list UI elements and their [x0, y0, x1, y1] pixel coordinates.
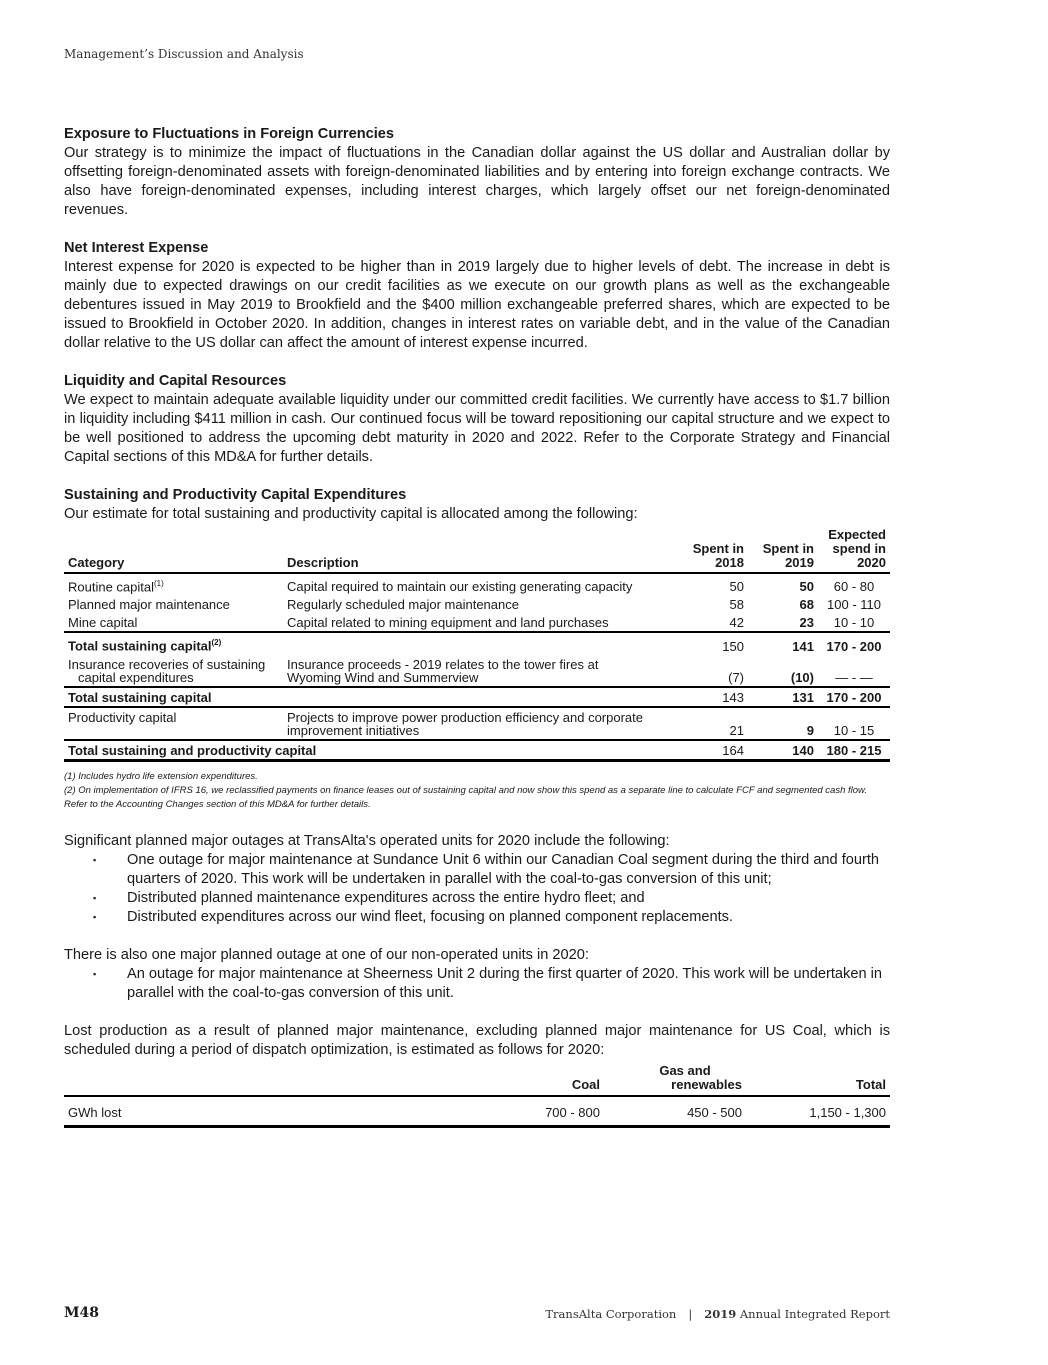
cell-expected-2020 [818, 595, 890, 613]
cell-spent-2019: 23 [799, 615, 814, 631]
range-high: 10 [859, 615, 875, 631]
list-item: ▪ An outage for major maintenance at Sheerness Unit 2 during the first quarter of 2020. This work will be undertaken in parallel with the coal-to-gas conversion of this unit. [127, 965, 890, 1003]
table-header-row [64, 1064, 890, 1096]
section-body: Interest expense for 2020 is expected to be higher than in 2019 largely due to higher levels of debt. The increase in debt is mainly due to expected drawings on our credit facilities as we execute on our growth plans as well as the exchangeable debentures issued in May 2019 to Brookfield and the $400 million exchangeable preferred shares, which are expected to be issued to Brookfield in October 2020. In addition, changes in interest rates on variable debt, and in the value of the Canadian dollar relative to the US dollar can affect the amount of interest expense incurred. [64, 259, 890, 351]
table-row-total-sustaining-capital-net [64, 687, 890, 707]
description-line: improvement initiatives [287, 722, 420, 738]
cell-expected-2020 [818, 707, 890, 740]
col-header-total: Total [855, 1076, 886, 1092]
table-header-row [64, 528, 890, 573]
section-body: Our strategy is to minimize the impact of fluctuations in the Canadian dollar against the US dollar and Australian dollar by offsetting foreign-denominated assets with foreign-denominated liabilities and by entering into foreign exchange contracts. We also have foreign-denominated expenses, including interest charges, which largely offset our net foreign-denominated revenues. [64, 145, 890, 218]
range-sep: - [851, 579, 857, 595]
range-high: 110 [860, 597, 882, 613]
section-capital-expenditures [64, 486, 890, 524]
outages-list [127, 851, 890, 927]
cell-description: Capital related to mining equipment and land purchases [287, 615, 609, 631]
section-body: Our estimate for total sustaining and productivity capital is allocated among the following: [64, 506, 638, 522]
outages-intro: Significant planned major outages at TransAlta's operated units for 2020 include the following: [64, 832, 670, 849]
list-item: ▪ Distributed planned maintenance expenditures across the entire hydro fleet; and [127, 889, 890, 908]
cell-spent-2019: 141 [792, 638, 814, 654]
outages-intro: There is also one major planned outage at one of our non-operated units in 2020: [64, 946, 589, 963]
col-header-spent-2019 [748, 528, 818, 573]
cell-category [64, 655, 283, 687]
cell-spent-2018: (7) [728, 669, 744, 685]
cell-expected-2020 [818, 573, 890, 595]
cell-spent-2018: 21 [729, 722, 744, 738]
cell-spent-2018: 150 [722, 638, 744, 654]
section-foreign-currencies [64, 125, 890, 220]
col-header-blank [64, 1064, 464, 1096]
header-line: spend in [832, 541, 886, 556]
section-heading: Exposure to Fluctuations in Foreign Currencies [64, 126, 395, 142]
category-text: Total sustaining capital [68, 638, 212, 654]
page-content [64, 125, 890, 1128]
cell-description: Capital required to maintain our existing generating capacity [287, 579, 633, 595]
cell-category: Planned major maintenance [68, 597, 230, 613]
col-header-spent-2018 [683, 528, 748, 573]
cell-category [64, 573, 283, 595]
cell-spent-2018: 42 [729, 615, 744, 631]
footer-separator: | [688, 1307, 693, 1321]
section-non-operated-outages [64, 946, 890, 1003]
cell-description [283, 655, 683, 687]
footnote-ref: (2) [211, 638, 222, 648]
category-line: capital expenditures [78, 669, 194, 685]
lost-production-table [64, 1064, 890, 1128]
header-line: 2019 [785, 555, 814, 570]
table-row-productivity-capital [64, 707, 890, 740]
header-line: Spent in [762, 541, 814, 556]
range-sep: - [851, 615, 857, 631]
cell-description [283, 632, 683, 654]
cell-spent-2019: 68 [799, 597, 814, 613]
range-low: — [835, 669, 849, 685]
section-net-interest-expense [64, 239, 890, 353]
col-header-category: Category [68, 555, 125, 570]
list-item: ▪ One outage for major maintenance at Sundance Unit 6 within our Canadian Coal segment during the third and fourth quarters of 2020. This work will be undertaken in parallel with the coal-to-gas conversion of this unit; [127, 851, 890, 889]
section-lost-production [64, 1022, 890, 1060]
lost-production-intro: Lost production as a result of planned major maintenance, excluding planned major maintenance for US Coal, which is scheduled during a period of dispatch optimization, is estimated as follows for 2020: [64, 1022, 890, 1058]
range-low: 100 [826, 597, 849, 613]
range-sep: - [851, 742, 857, 758]
header-line: Expected [828, 527, 886, 542]
cell-expected-2020 [818, 613, 890, 632]
cell-spent-2019: 140 [792, 742, 814, 758]
table-row-total-sustaining-capital [64, 632, 890, 654]
table-row-planned-major-maintenance [64, 595, 890, 613]
cell-spent-2018: 50 [729, 579, 744, 595]
cell-gas-renewables: 450 - 500 [687, 1104, 742, 1120]
description-line: Projects to improve power production efficiency and corporate [287, 709, 644, 725]
table-row-insurance-recoveries [64, 655, 890, 687]
table-row-total-sustaining-productivity [64, 740, 890, 761]
range-sep: - [851, 689, 857, 705]
cell-coal: 700 - 800 [545, 1104, 600, 1120]
company-name: TransAlta Corporation [545, 1307, 677, 1321]
cell-expected-2020 [818, 740, 890, 761]
description-line: Wyoming Wind and Summerview [287, 669, 479, 685]
table-row-routine-capital [64, 573, 890, 595]
col-header-gas-renewables [604, 1064, 746, 1096]
header-line: 2018 [715, 555, 744, 570]
cell-description: Regularly scheduled major maintenance [287, 597, 519, 613]
table-row-gwh-lost [64, 1096, 890, 1127]
footer-report-title [545, 1307, 890, 1321]
footnote-ref: (1) [154, 579, 164, 588]
cell-description [283, 687, 683, 707]
cell-category: Productivity capital [68, 709, 177, 725]
table-footnotes [64, 770, 890, 812]
cell-category [64, 632, 283, 654]
cell-category: Total sustaining and productivity capital [68, 742, 317, 758]
range-sep: - [852, 597, 857, 613]
category-text: Routine capital [68, 579, 154, 595]
cell-spent-2018: 143 [722, 689, 744, 705]
cell-spent-2019: 131 [792, 689, 814, 705]
running-header: Management’s Discussion and Analysis [64, 47, 304, 61]
cell-spent-2019: (10) [790, 669, 814, 685]
range-low: 170 [826, 689, 849, 705]
section-liquidity [64, 372, 890, 467]
page-number: M48 [64, 1305, 99, 1321]
category-line: Insurance recoveries of sustaining [68, 656, 266, 672]
col-header-description: Description [287, 555, 359, 570]
range-sep: - [851, 669, 857, 685]
cell-category: Total sustaining capital [68, 689, 212, 705]
section-heading: Net Interest Expense [64, 240, 209, 256]
range-low: 60 [833, 579, 849, 595]
table-row-mine-capital [64, 613, 890, 632]
header-line: 2020 [857, 555, 886, 570]
range-high: 200 [859, 638, 882, 654]
cell-label: GWh lost [68, 1104, 122, 1120]
cell-description [283, 707, 683, 740]
report-year: 2019 [704, 1307, 737, 1321]
outages-list [127, 965, 890, 1003]
range-low: 170 [826, 638, 849, 654]
section-body: We expect to maintain adequate available liquidity under our committed credit facilities. We currently have access to $1.7 billion in liquidity including $411 million in cash. Our continued focus will be toward repositioning our capital structure and we expect to be well positioned to address the upcoming debt maturity in 2020 and 2022. Refer to the Corporate Strategy and Financial Capital sections of this MD&A for further details. [64, 392, 890, 465]
footnote-2: (2) On implementation of IFRS 16, we reclassified payments on finance leases out of sustaining capital and now show this spend as a separate line to calculate FCF and segmented cash flow. Refer to the Accounting Changes section of this MD&A for further details. [64, 784, 868, 810]
section-heading: Liquidity and Capital Resources [64, 373, 287, 389]
section-heading: Sustaining and Productivity Capital Expenditures [64, 487, 407, 503]
section-operated-outages [64, 832, 890, 927]
capital-expenditures-table [64, 528, 890, 762]
range-high: — [859, 669, 873, 685]
range-sep: - [851, 722, 857, 738]
range-high: 215 [859, 742, 882, 758]
header-line: Spent in [692, 541, 744, 556]
description-line: Insurance proceeds - 2019 relates to the tower fires at [287, 656, 599, 672]
range-high: 80 [859, 579, 875, 595]
cell-spent-2018: 58 [729, 597, 744, 613]
report-name: Annual Integrated Report [739, 1307, 890, 1321]
range-low: 180 [826, 742, 849, 758]
cell-expected-2020 [818, 687, 890, 707]
footnote-1: (1) Includes hydro life extension expenditures. [64, 770, 258, 782]
cell-total: 1,150 - 1,300 [809, 1104, 886, 1120]
col-header-coal: Coal [571, 1076, 600, 1092]
col-header-expected-2020 [818, 528, 890, 573]
cell-category: Mine capital [68, 615, 138, 631]
range-low: 10 [833, 722, 849, 738]
range-high: 15 [859, 722, 875, 738]
header-line: Gas and [659, 1062, 711, 1078]
header-line: renewables [671, 1076, 742, 1092]
range-sep: - [851, 638, 857, 654]
cell-expected-2020 [818, 632, 890, 654]
cell-expected-2020 [818, 655, 890, 687]
list-item: ▪ Distributed expenditures across our wind fleet, focusing on planned component replacements. [127, 908, 890, 927]
cell-spent-2018: 164 [722, 742, 744, 758]
range-low: 10 [833, 615, 849, 631]
cell-spent-2019: 50 [799, 579, 814, 595]
range-high: 200 [859, 689, 882, 705]
cell-spent-2019: 9 [806, 722, 814, 738]
